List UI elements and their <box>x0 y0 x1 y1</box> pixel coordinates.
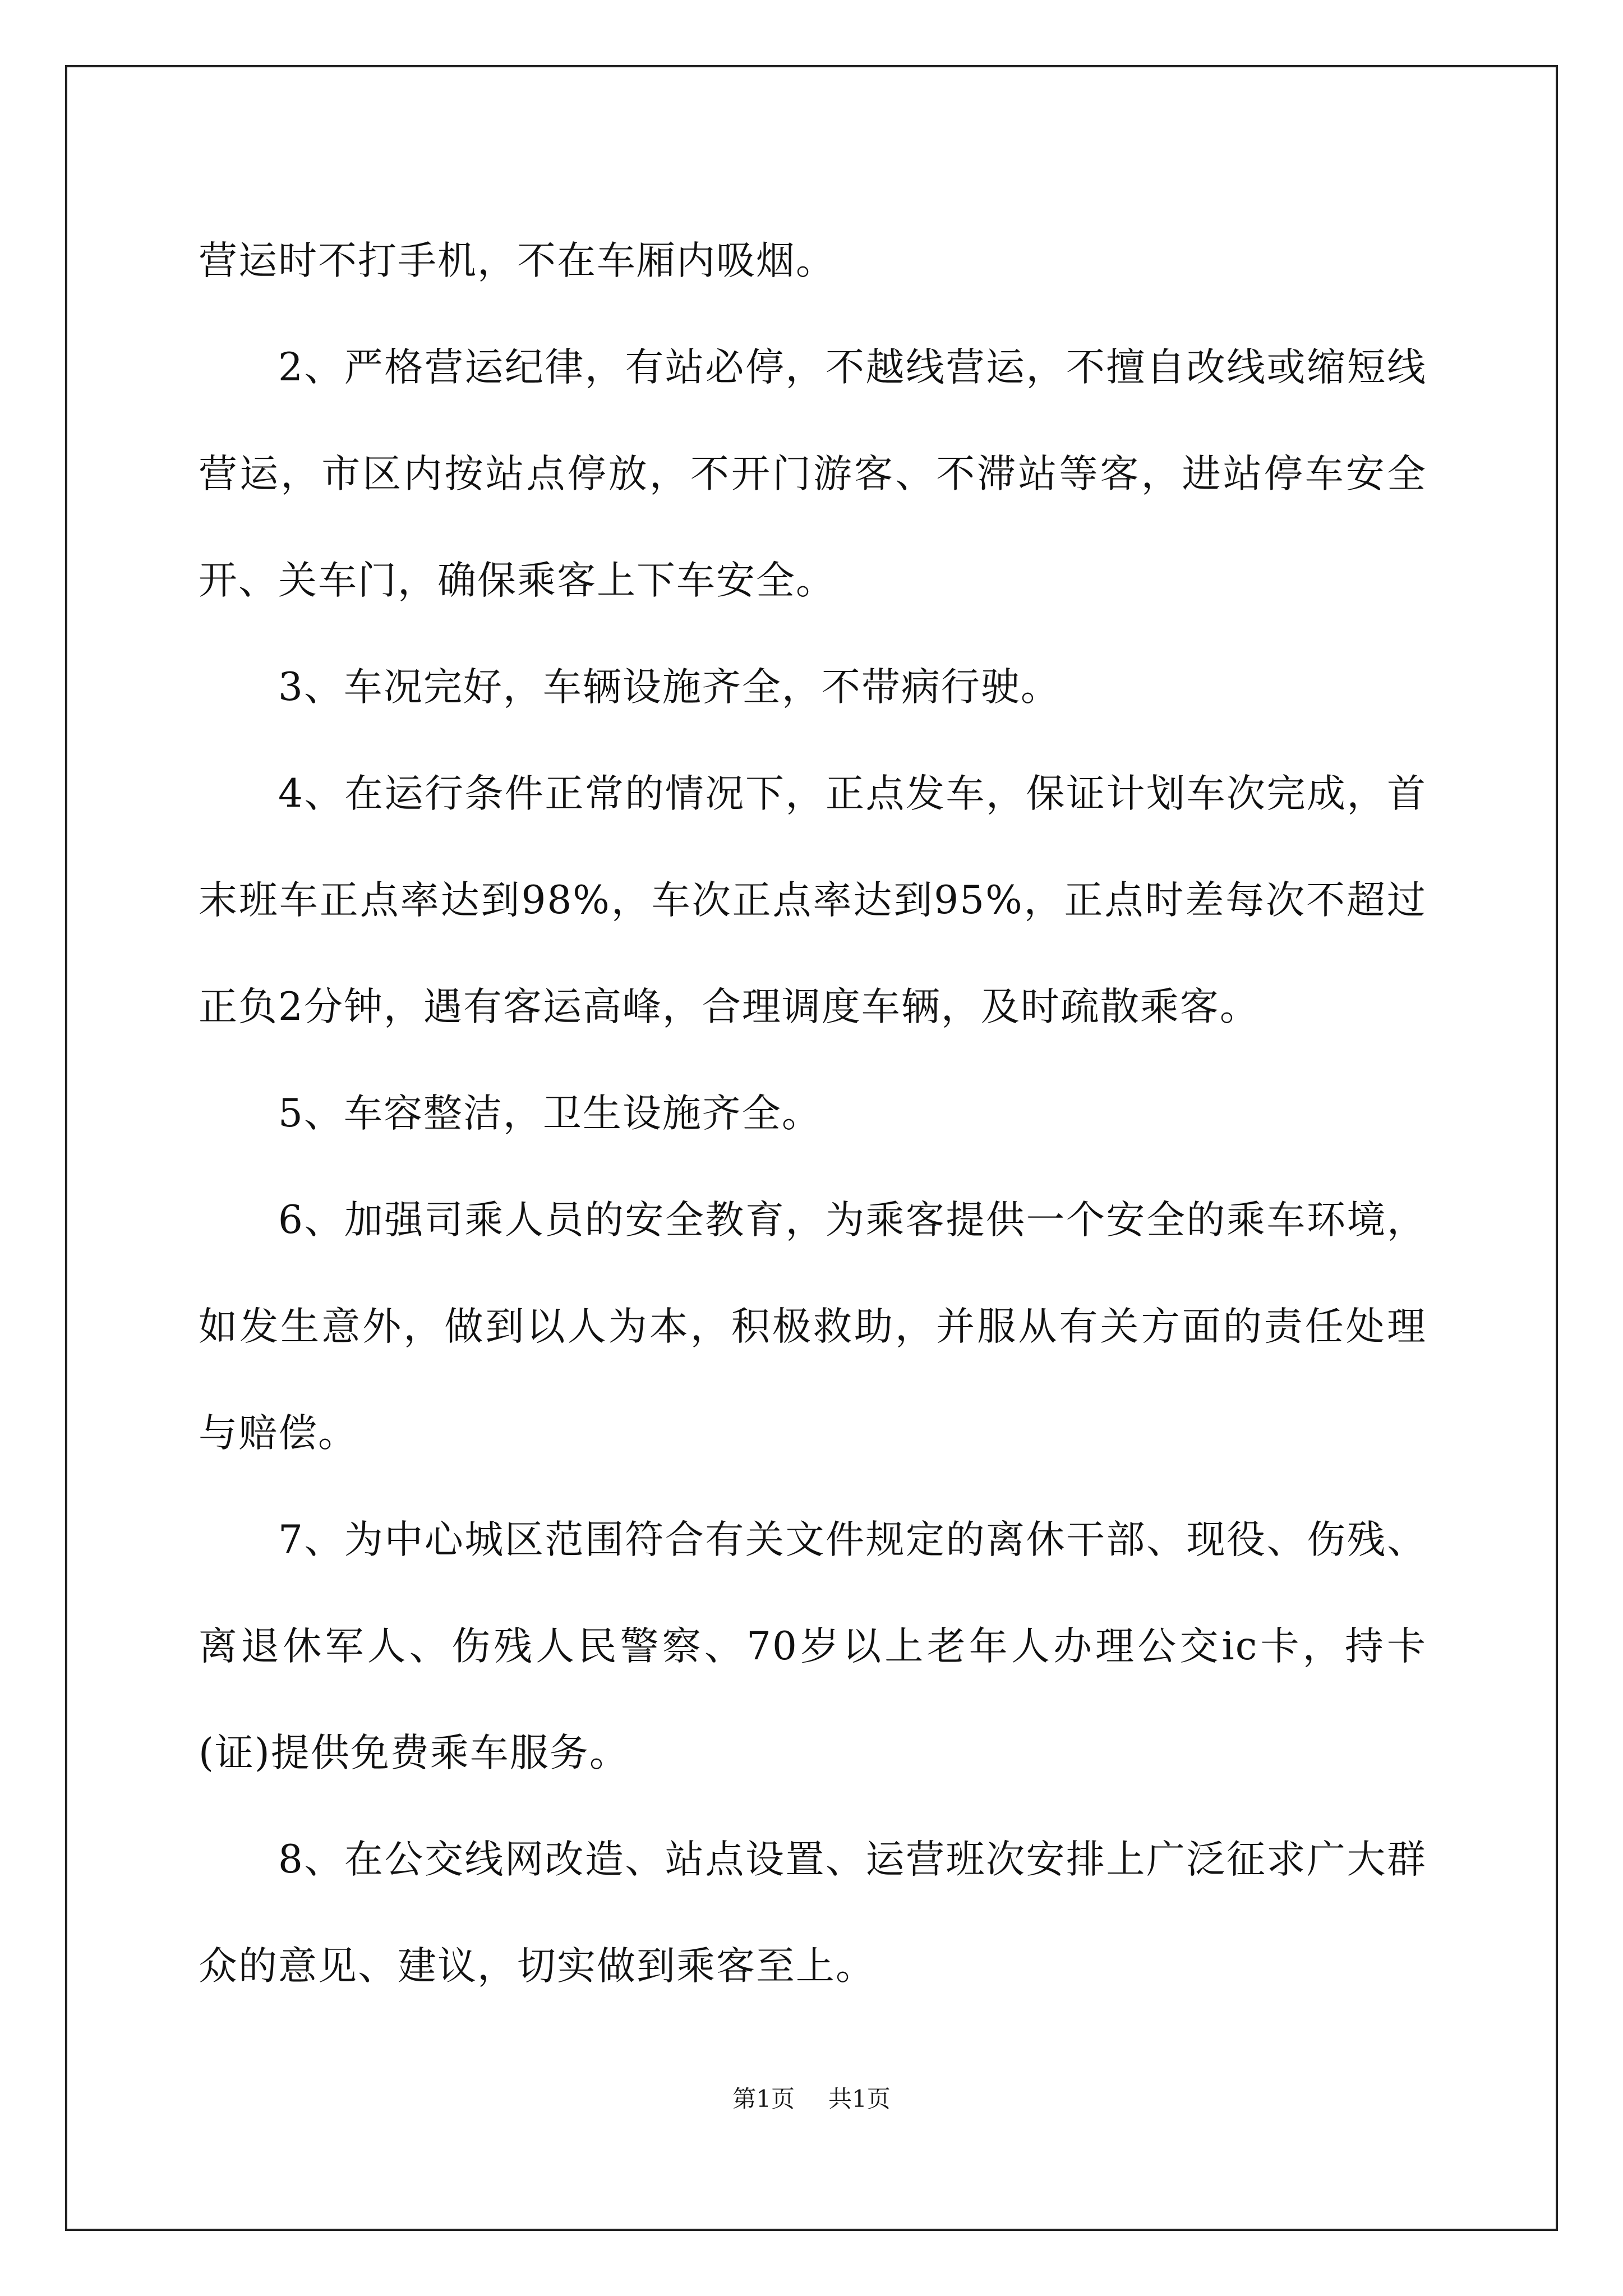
page-number-total: 共1页 <box>828 2085 891 2113</box>
paragraph-6: 7、为中心城区范围符合有关文件规定的离休干部、现役、伤残、离退休军人、伤残人民警察、70岁以上老年人办理公交ic卡，持卡(证)提供免费乘车服务。 <box>199 1517 1427 1775</box>
paragraph-4: 5、车容整洁，卫生设施齐全。 <box>278 1091 822 1136</box>
page-number-current: 第1页 <box>732 2085 795 2113</box>
document-body <box>199 208 1427 2019</box>
paragraph-2: 3、车况完好，车辆设施齐全，不带病行驶。 <box>278 665 1061 710</box>
paragraph-7: 8、在公交线网改造、站点设置、运营班次安排上广泛征求广大群众的意见、建议，切实做到乘客至上。 <box>199 1837 1427 1989</box>
paragraph-3: 4、在运行条件正常的情况下，正点发车，保证计划车次完成，首末班车正点率达到98%，车次正点率达到95%，正点时差每次不超过正负2分钟，遇有客运高峰，合理调度车辆，及时疏散乘客。 <box>199 771 1427 1029</box>
paragraph-5: 6、加强司乘人员的安全教育，为乘客提供一个安全的乘车环境，如发生意外，做到以人为本，积极救助，并服从有关方面的责任处理与赔偿。 <box>199 1198 1427 1456</box>
page-footer <box>0 2082 1623 2116</box>
paragraph-1: 2、严格营运纪律，有站必停，不越线营运，不擅自改线或缩短线营运，市区内按站点停放，不开门游客、不滞站等客，进站停车安全开、关车门，确保乘客上下车安全。 <box>199 345 1427 603</box>
paragraph-0: 营运时不打手机，不在车厢内吸烟。 <box>199 238 836 283</box>
